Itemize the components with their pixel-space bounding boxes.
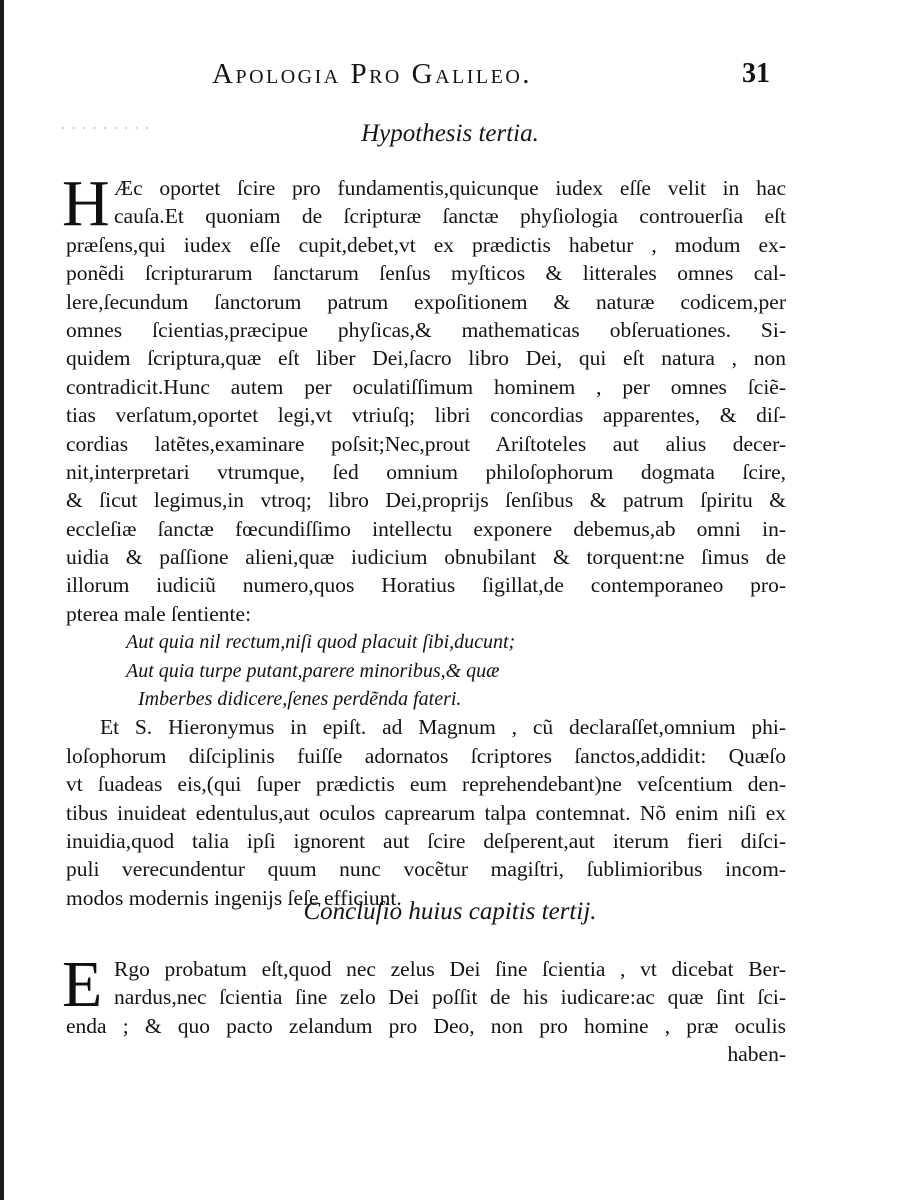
running-title: Apologia Pro Galileo. — [212, 58, 533, 90]
body-text-section-2 — [66, 955, 786, 1069]
text-line: omnes ſcientias,præcipue phyſicas,& mathematicas obſeruationes. Si- — [66, 317, 786, 342]
text-line: nardus,nec ſcientia ſine zelo Dei poſſit de his iudicare:ac quæ ſint ſci- — [114, 985, 786, 1010]
text-line: Et S. Hieronymus in epiſt. ad Magnum , cũ declaraſſet,omnium phi- — [100, 715, 786, 740]
text-line: tias verſatum,oportet legi,vt vtriuſq; libri concordias apparentes, & diſ- — [66, 403, 786, 428]
text-line: Rgo probatum eſt,quod nec zelus Dei ſine ſcientia , vt dicebat Ber- — [114, 957, 786, 981]
text-line: cauſa.Et quoniam de ſcripturæ ſanctæ phyſiologia controuerſia eſt — [114, 204, 786, 229]
verse-line: Imberbes didicere,ſenes perdẽnda fateri. — [138, 688, 462, 711]
text-line: inuidia,quod talia ipſi ignorent aut ſcire deſperent,aut iterum fieri diſci- — [66, 828, 786, 853]
text-line: præſens,qui iudex eſſe cupit,debet,vt ex prædictis habetur , modum ex- — [66, 232, 786, 257]
verse-line: Aut quia turpe putant,parere minoribus,& quæ — [126, 659, 500, 682]
text-line: quidem ſcriptura,quæ eſt liber Dei,ſacro libro Dei, qui eſt natura , non — [66, 346, 786, 371]
text-line: & ſicut legimus,in vtroq; libro Dei,proprijs ſenſibus & patrum ſpiritu & — [66, 488, 786, 513]
section-heading-conclusio: Concluſio huius capitis tertij. — [303, 898, 597, 925]
text-line: modos modernis ingenijs ſeſe efficiunt. — [66, 885, 402, 910]
text-line: tibus inuideat edentulus,aut oculos caprearum talpa contemnat. Nõ enim niſi ex — [66, 800, 786, 825]
text-line: enda ; & quo pacto zelandum pro Deo, non pro homine , præ oculis — [66, 1013, 786, 1038]
running-head — [0, 58, 900, 98]
drop-cap: E — [62, 948, 103, 1021]
text-line: pterea male ſentiente: — [66, 601, 252, 626]
bleed-through: · · · · · · · · · — [60, 118, 150, 138]
verse-line: Aut quia nil rectum,niſi quod placuit ſibi,ducunt; — [126, 631, 516, 654]
text-line: nit,interpretari vtrumque, ſed omnium philoſophorum dogmata ſcire, — [66, 459, 786, 484]
page-number: 31 — [742, 58, 770, 89]
page-edge — [0, 0, 4, 1200]
text-line: puli verecundentur quum nunc vocẽtur magiſtri, ſublimioribus incom- — [66, 857, 786, 882]
text-line: loſophorum diſciplinis fuiſſe adornatos ſcriptores ſanctos,addidit: Quæſo — [66, 743, 786, 768]
text-line: lere,ſecundum ſanctorum patrum expoſitionem & naturæ codicem,per — [66, 289, 786, 314]
text-line: uidia & paſſione alieni,quæ iudicium obnubilant & torquent:ne ſimus de — [66, 545, 786, 570]
catchword: haben- — [727, 1042, 786, 1067]
text-line: illorum iudiciũ numero,quos Horatius ſigillat,de contemporaneo pro- — [66, 573, 786, 598]
drop-cap: H — [62, 167, 110, 240]
text-line: vt ſuadeas eis,(qui ſuper prædictis eum reprehendebant)ne veſcentium den- — [66, 772, 786, 797]
section-heading-hypothesis: Hypothesis tertia. — [361, 120, 539, 147]
text-line: ponẽdi ſcripturarum ſanctarum ſenſus myſticos & litterales omnes cal- — [66, 261, 786, 286]
text-line: cordias latẽtes,examinare poſsit;Nec,prout Ariſtoteles aut alius decer- — [66, 431, 786, 456]
body-text-section-1 — [66, 174, 786, 912]
text-line: Æc oportet ſcire pro fundamentis,quicunque iudex eſſe velit in hac — [114, 176, 786, 200]
text-line: eccleſiæ ſanctæ fœcundiſſimo intellectu exponere debemus,ab omni in- — [66, 516, 786, 541]
text-line: contradicit.Hunc autem per oculatiſſimum hominem , per omnes ſciẽ- — [66, 374, 786, 399]
